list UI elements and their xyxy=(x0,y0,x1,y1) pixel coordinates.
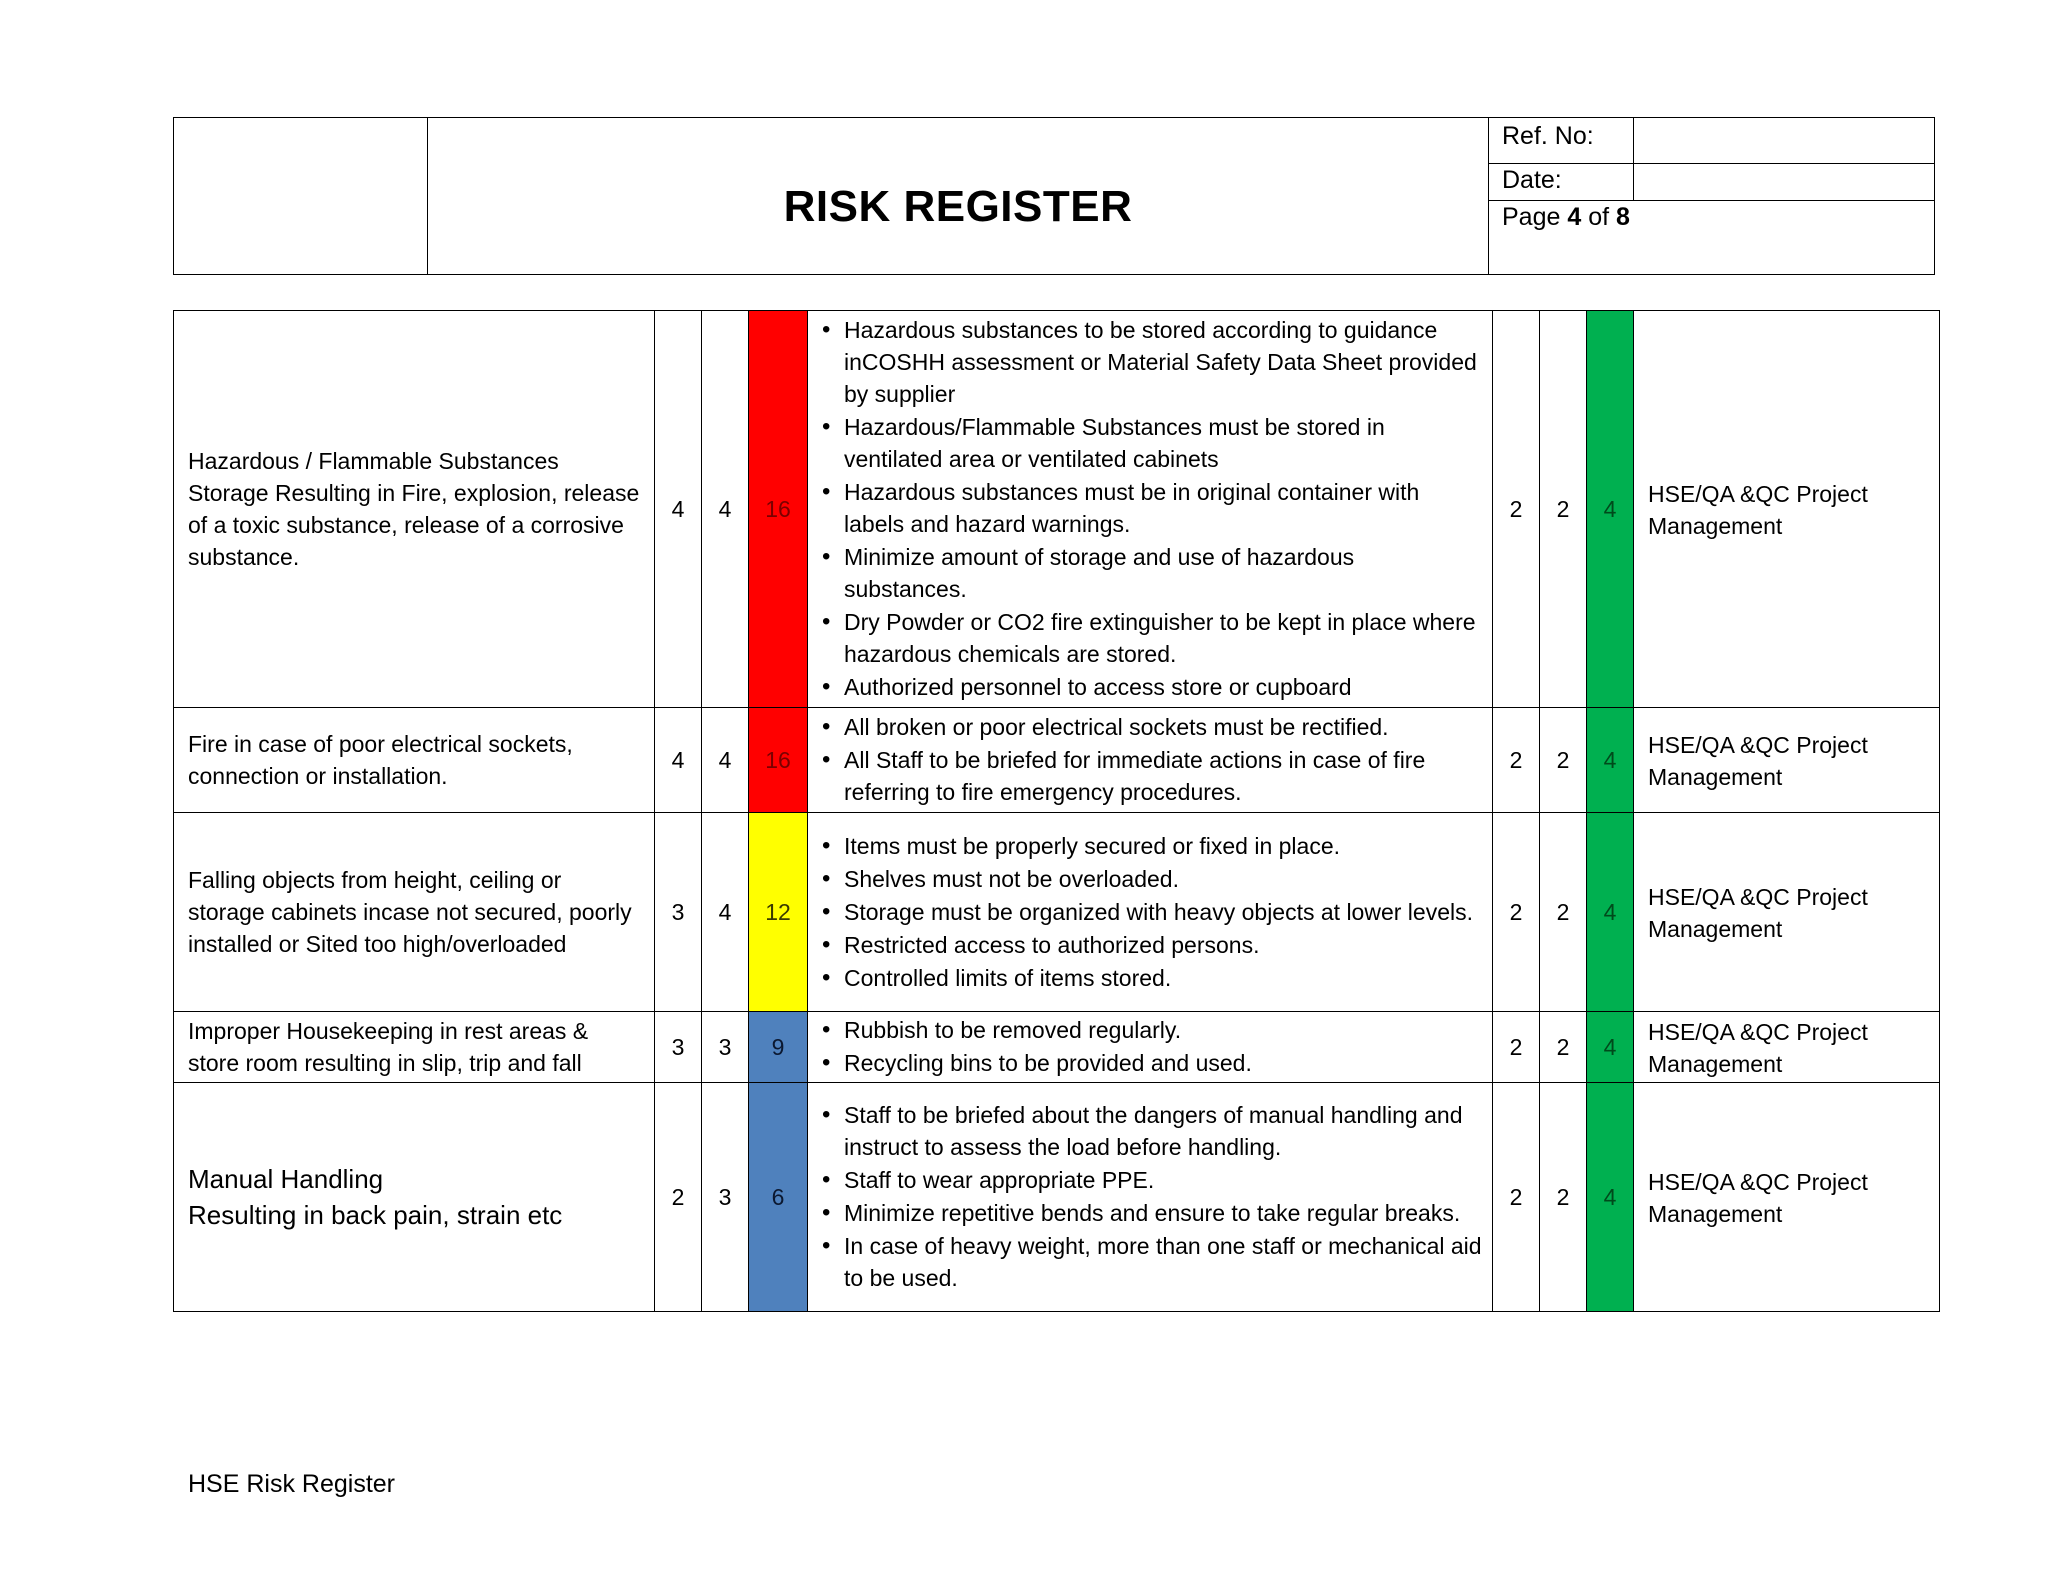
control-item: • Hazardous/Flammable Substances must be stored in ventilated area or ventilated cabinets xyxy=(816,411,1482,475)
logo-placeholder xyxy=(174,118,428,274)
control-item: • Storage must be organized with heavy objects at lower levels. xyxy=(816,896,1482,928)
date-row xyxy=(1489,164,1934,201)
severity-cell: 3 xyxy=(702,1083,749,1312)
controls-list xyxy=(816,711,1482,808)
page-row xyxy=(1489,201,1934,274)
date-label: Date: xyxy=(1502,166,1562,194)
page-number xyxy=(1502,203,1630,232)
controls-list xyxy=(816,1099,1482,1294)
risk-rating-cell: 12 xyxy=(749,813,808,1012)
date-value xyxy=(1633,164,1934,200)
responsible-cell: HSE/QA &QC Project Management xyxy=(1634,311,1940,708)
likelihood-cell: 4 xyxy=(655,311,702,708)
hazard-title: Manual Handling xyxy=(188,1164,384,1194)
residual-severity-cell: 2 xyxy=(1540,1012,1587,1083)
residual-rating-cell: 4 xyxy=(1587,311,1634,708)
responsible-cell: HSE/QA &QC Project Management xyxy=(1634,708,1940,813)
risk-rating-cell: 9 xyxy=(749,1012,808,1083)
controls-list xyxy=(816,830,1482,994)
controls-cell xyxy=(808,708,1493,813)
table-row xyxy=(174,813,1940,1012)
residual-likelihood-cell: 2 xyxy=(1493,708,1540,813)
page-title: RISK REGISTER xyxy=(783,182,1133,231)
residual-rating-cell: 4 xyxy=(1587,1012,1634,1083)
control-item: • Shelves must not be overloaded. xyxy=(816,863,1482,895)
controls-cell xyxy=(808,1012,1493,1083)
control-item: • Rubbish to be removed regularly. xyxy=(816,1014,1482,1046)
title-cell xyxy=(428,118,1489,274)
residual-rating-cell: 4 xyxy=(1587,1083,1634,1312)
page-of: of xyxy=(1588,203,1610,231)
risk-table xyxy=(173,310,1940,1312)
hazard-consequence: Resulting in back pain, strain etc xyxy=(188,1200,563,1230)
hazard-cell: Falling objects from height, ceiling or storage cabinets incase not secured, poorly installed or Sited too high/overloaded xyxy=(174,813,655,1012)
severity-cell: 4 xyxy=(702,311,749,708)
table-row xyxy=(174,1012,1940,1083)
table-row xyxy=(174,311,1940,708)
control-item: • In case of heavy weight, more than one staff or mechanical aid to be used. xyxy=(816,1230,1482,1294)
ref-row xyxy=(1489,118,1934,164)
control-item: • Items must be properly secured or fixed in place. xyxy=(816,830,1482,862)
control-item: • Dry Powder or CO2 fire extinguisher to be kept in place where hazardous chemicals are stored. xyxy=(816,606,1482,670)
control-item: • All Staff to be briefed for immediate actions in case of fire referring to fire emergency procedures. xyxy=(816,744,1482,808)
residual-likelihood-cell: 2 xyxy=(1493,813,1540,1012)
control-item: • Restricted access to authorized persons. xyxy=(816,929,1482,961)
residual-likelihood-cell: 2 xyxy=(1493,1012,1540,1083)
severity-cell: 4 xyxy=(702,708,749,813)
control-item: • All broken or poor electrical sockets must be rectified. xyxy=(816,711,1482,743)
control-item: • Staff to wear appropriate PPE. xyxy=(816,1164,1482,1196)
document-meta xyxy=(1489,118,1934,274)
control-item: • Hazardous substances to be stored according to guidance inCOSHH assessment or Material Safety Data Sheet provided by supplier xyxy=(816,314,1482,410)
controls-cell xyxy=(808,1083,1493,1312)
residual-rating-cell: 4 xyxy=(1587,813,1634,1012)
risk-rating-cell: 16 xyxy=(749,311,808,708)
residual-severity-cell: 2 xyxy=(1540,311,1587,708)
page-total: 8 xyxy=(1616,203,1630,231)
ref-value xyxy=(1633,118,1934,163)
controls-list xyxy=(816,1014,1482,1079)
page-prefix: Page xyxy=(1502,203,1561,231)
controls-list xyxy=(816,314,1482,703)
likelihood-cell: 4 xyxy=(655,708,702,813)
likelihood-cell: 3 xyxy=(655,813,702,1012)
control-item: • Controlled limits of items stored. xyxy=(816,962,1482,994)
hazard-cell: Hazardous / Flammable Substances Storage Resulting in Fire, explosion, release of a toxic substance, release of a corrosive substance. xyxy=(174,311,655,708)
hazard-cell xyxy=(174,1083,655,1312)
table-row xyxy=(174,1083,1940,1312)
likelihood-cell: 3 xyxy=(655,1012,702,1083)
responsible-cell: HSE/QA &QC Project Management xyxy=(1634,813,1940,1012)
residual-likelihood-cell: 2 xyxy=(1493,1083,1540,1312)
hazard-cell: Improper Housekeeping in rest areas & store room resulting in slip, trip and fall xyxy=(174,1012,655,1083)
residual-likelihood-cell: 2 xyxy=(1493,311,1540,708)
control-item: • Minimize amount of storage and use of hazardous substances. xyxy=(816,541,1482,605)
document-header xyxy=(173,117,1935,275)
control-item: • Hazardous substances must be in original container with labels and hazard warnings. xyxy=(816,476,1482,540)
severity-cell: 3 xyxy=(702,1012,749,1083)
page-footer: HSE Risk Register xyxy=(188,1470,395,1498)
residual-severity-cell: 2 xyxy=(1540,813,1587,1012)
control-item: • Staff to be briefed about the dangers of manual handling and instruct to assess the load before handling. xyxy=(816,1099,1482,1163)
control-item: • Authorized personnel to access store or cupboard xyxy=(816,671,1482,703)
responsible-cell: HSE/QA &QC Project Management xyxy=(1634,1012,1940,1083)
risk-rating-cell: 6 xyxy=(749,1083,808,1312)
ref-label: Ref. No: xyxy=(1502,122,1594,150)
residual-severity-cell: 2 xyxy=(1540,708,1587,813)
likelihood-cell: 2 xyxy=(655,1083,702,1312)
control-item: • Minimize repetitive bends and ensure to take regular breaks. xyxy=(816,1197,1482,1229)
control-item: • Recycling bins to be provided and used. xyxy=(816,1047,1482,1079)
responsible-cell: HSE/QA &QC Project Management xyxy=(1634,1083,1940,1312)
controls-cell xyxy=(808,813,1493,1012)
risk-rating-cell: 16 xyxy=(749,708,808,813)
residual-severity-cell: 2 xyxy=(1540,1083,1587,1312)
page-current: 4 xyxy=(1567,203,1582,231)
hazard-cell: Fire in case of poor electrical sockets, connection or installation. xyxy=(174,708,655,813)
severity-cell: 4 xyxy=(702,813,749,1012)
controls-cell xyxy=(808,311,1493,708)
residual-rating-cell: 4 xyxy=(1587,708,1634,813)
table-row xyxy=(174,708,1940,813)
